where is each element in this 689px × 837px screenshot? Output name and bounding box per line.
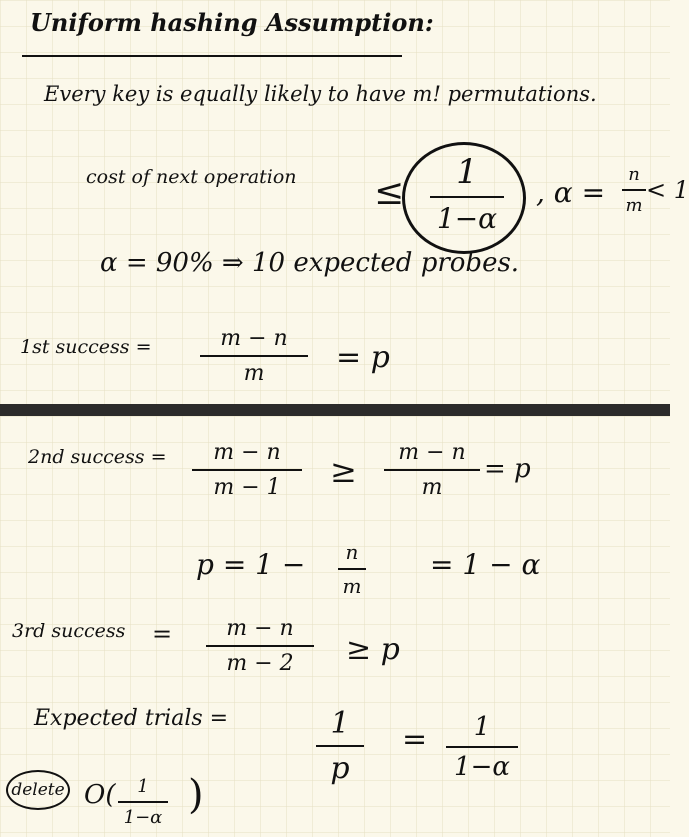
exp-num-2: 1 [473, 712, 491, 742]
fraction-bar [622, 189, 646, 191]
second-num-2: m − n [398, 440, 466, 465]
first-fraction [200, 326, 308, 386]
third-eq: = [152, 620, 173, 648]
big-o: O( [84, 780, 116, 810]
exp-den: p [330, 751, 350, 786]
cost-den: 1−α [436, 202, 498, 235]
o-den: 1−α [123, 807, 163, 828]
big-o-close: ) [188, 772, 204, 818]
cost-num: 1 [456, 152, 478, 192]
first-num: m − n [220, 326, 288, 351]
fraction-bar [192, 469, 302, 471]
second-den-2: m [421, 475, 443, 500]
p-lhs: p = 1 − [196, 548, 306, 581]
fraction-bar [316, 745, 364, 747]
big-o-fraction [118, 776, 168, 828]
second-num: m − n [213, 440, 281, 465]
fraction-bar [200, 355, 308, 357]
le-sign: ≤ [374, 172, 405, 213]
first-rhs: = p [336, 340, 390, 375]
exp-num: 1 [330, 706, 350, 741]
expected-eq: = [402, 722, 428, 757]
fraction-bar [446, 746, 518, 748]
p-num: n [345, 540, 359, 564]
expected-fraction [316, 706, 364, 786]
third-den: m − 2 [226, 651, 294, 676]
alpha-def: , α = [536, 176, 606, 209]
fraction-bar [430, 196, 504, 198]
p-rhs: = 1 − α [430, 548, 541, 581]
delete-oval [6, 770, 70, 810]
alpha-den: m [625, 195, 643, 216]
second-fraction [192, 440, 302, 500]
third-fraction [206, 616, 314, 676]
second-den: m − 1 [213, 475, 281, 500]
alpha-example: α = 90% ⇒ 10 expected probes. [100, 248, 520, 278]
p-fraction [338, 540, 366, 598]
third-rhs: ≥ p [346, 632, 400, 667]
fraction-bar [118, 801, 168, 803]
delete-text: delete [11, 780, 65, 800]
assumption-text: Every key is equally likely to have m! permutations. [44, 82, 597, 106]
expected-label: Expected trials = [34, 706, 229, 731]
page-title: Uniform hashing Assumption: [30, 8, 434, 37]
second-success-label: 2nd success = [28, 446, 167, 468]
section-divider [0, 404, 670, 416]
first-success-label: 1st success = [20, 336, 152, 358]
expected-fraction-2 [446, 712, 518, 782]
fraction-bar [338, 568, 366, 570]
second-fraction-2 [384, 440, 480, 500]
o-num: 1 [137, 776, 149, 797]
ge-sign: ≥ [330, 452, 357, 490]
fraction-bar [384, 469, 480, 471]
alpha-fraction [622, 164, 646, 216]
third-num: m − n [226, 616, 294, 641]
alpha-num: n [628, 164, 640, 185]
first-den: m [243, 361, 265, 386]
third-success-label: 3rd success [12, 620, 126, 642]
p-den: m [342, 574, 362, 598]
fraction-bar [206, 645, 314, 647]
exp-den-2: 1−α [454, 752, 510, 782]
cost-label: cost of next operation [86, 166, 297, 188]
second-rhs: = p [484, 454, 531, 484]
cost-fraction [430, 152, 504, 235]
alpha-tail: < 1 [646, 176, 689, 204]
